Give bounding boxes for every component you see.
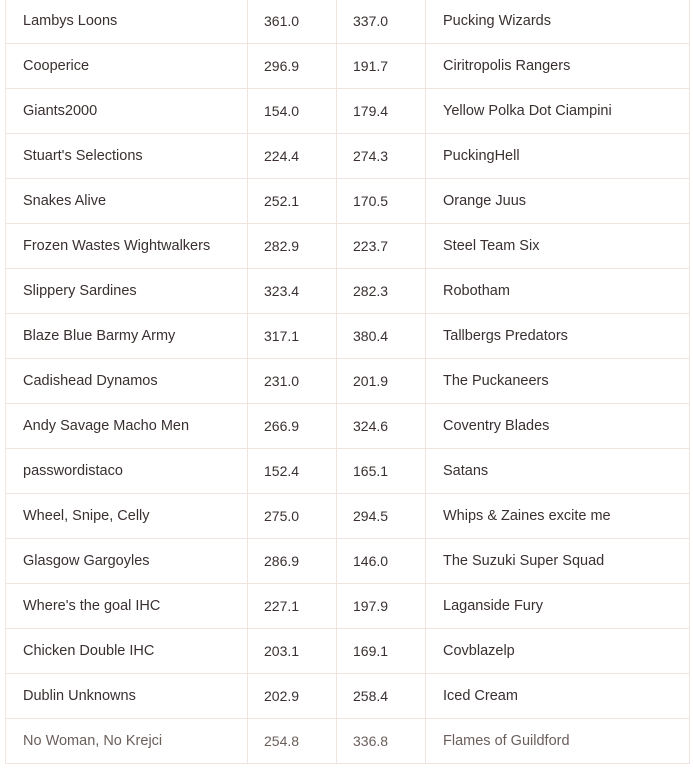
away-score-cell: 201.9 [337, 359, 426, 404]
table-row [6, 404, 690, 449]
home-team-cell: Andy Savage Macho Men [6, 404, 248, 449]
away-team-cell: Laganside Fury [426, 584, 690, 629]
away-team-cell: The Suzuki Super Squad [426, 539, 690, 584]
table-row [6, 449, 690, 494]
away-team-cell: Coventry Blades [426, 404, 690, 449]
table-row [6, 224, 690, 269]
table-row [6, 629, 690, 674]
home-team-cell: Blaze Blue Barmy Army [6, 314, 248, 359]
home-team-cell: Dublin Unknowns [6, 674, 248, 719]
home-team-cell: Snakes Alive [6, 179, 248, 224]
home-team-cell: No Woman, No Krejci [6, 719, 248, 764]
home-score-cell: 323.4 [248, 269, 337, 314]
away-score-cell: 258.4 [337, 674, 426, 719]
away-score-cell: 146.0 [337, 539, 426, 584]
away-team-cell: Tallbergs Predators [426, 314, 690, 359]
home-score-cell: 154.0 [248, 89, 337, 134]
home-team-cell: Stuart's Selections [6, 134, 248, 179]
away-score-cell: 274.3 [337, 134, 426, 179]
table-row [6, 359, 690, 404]
table-row [6, 584, 690, 629]
away-team-cell: Robotham [426, 269, 690, 314]
home-team-cell: Cooperice [6, 44, 248, 89]
home-score-cell: 152.4 [248, 449, 337, 494]
away-team-cell: Iced Cream [426, 674, 690, 719]
away-team-cell: Pucking Wizards [426, 0, 690, 44]
away-score-cell: 170.5 [337, 179, 426, 224]
home-score-cell: 361.0 [248, 0, 337, 44]
home-team-cell: Glasgow Gargoyles [6, 539, 248, 584]
home-score-cell: 266.9 [248, 404, 337, 449]
home-team-cell: Slippery Sardines [6, 269, 248, 314]
fixtures-results-table [5, 0, 690, 764]
home-team-cell: Giants2000 [6, 89, 248, 134]
away-team-cell: Steel Team Six [426, 224, 690, 269]
home-score-cell: 254.8 [248, 719, 337, 764]
home-score-cell: 227.1 [248, 584, 337, 629]
away-team-cell: Whips & Zaines excite me [426, 494, 690, 539]
home-score-cell: 296.9 [248, 44, 337, 89]
away-score-cell: 380.4 [337, 314, 426, 359]
away-team-cell: Covblazelp [426, 629, 690, 674]
home-score-cell: 202.9 [248, 674, 337, 719]
table-row [6, 89, 690, 134]
away-score-cell: 336.8 [337, 719, 426, 764]
away-team-cell: Flames of Guildford [426, 719, 690, 764]
away-score-cell: 165.1 [337, 449, 426, 494]
home-team-cell: Wheel, Snipe, Celly [6, 494, 248, 539]
away-score-cell: 294.5 [337, 494, 426, 539]
home-score-cell: 231.0 [248, 359, 337, 404]
away-score-cell: 197.9 [337, 584, 426, 629]
away-score-cell: 324.6 [337, 404, 426, 449]
home-team-cell: Lambys Loons [6, 0, 248, 44]
table-row [6, 539, 690, 584]
home-team-cell: passwordistaco [6, 449, 248, 494]
home-score-cell: 275.0 [248, 494, 337, 539]
home-score-cell: 224.4 [248, 134, 337, 179]
away-team-cell: Satans [426, 449, 690, 494]
away-score-cell: 282.3 [337, 269, 426, 314]
table-row [6, 314, 690, 359]
home-team-cell: Frozen Wastes Wightwalkers [6, 224, 248, 269]
table-row [6, 179, 690, 224]
table-row [6, 44, 690, 89]
home-team-cell: Cadishead Dynamos [6, 359, 248, 404]
home-score-cell: 317.1 [248, 314, 337, 359]
table-row [6, 134, 690, 179]
away-score-cell: 179.4 [337, 89, 426, 134]
home-score-cell: 203.1 [248, 629, 337, 674]
away-score-cell: 191.7 [337, 44, 426, 89]
away-team-cell: Orange Juus [426, 179, 690, 224]
away-score-cell: 169.1 [337, 629, 426, 674]
away-score-cell: 337.0 [337, 0, 426, 44]
table-row [6, 494, 690, 539]
away-team-cell: PuckingHell [426, 134, 690, 179]
away-team-cell: The Puckaneers [426, 359, 690, 404]
home-score-cell: 252.1 [248, 179, 337, 224]
home-score-cell: 286.9 [248, 539, 337, 584]
table-row [6, 719, 690, 764]
table-row [6, 0, 690, 44]
home-score-cell: 282.9 [248, 224, 337, 269]
away-team-cell: Yellow Polka Dot Ciampini [426, 89, 690, 134]
away-score-cell: 223.7 [337, 224, 426, 269]
away-team-cell: Ciritropolis Rangers [426, 44, 690, 89]
home-team-cell: Where's the goal IHC [6, 584, 248, 629]
home-team-cell: Chicken Double IHC [6, 629, 248, 674]
table-row [6, 269, 690, 314]
table-row [6, 674, 690, 719]
